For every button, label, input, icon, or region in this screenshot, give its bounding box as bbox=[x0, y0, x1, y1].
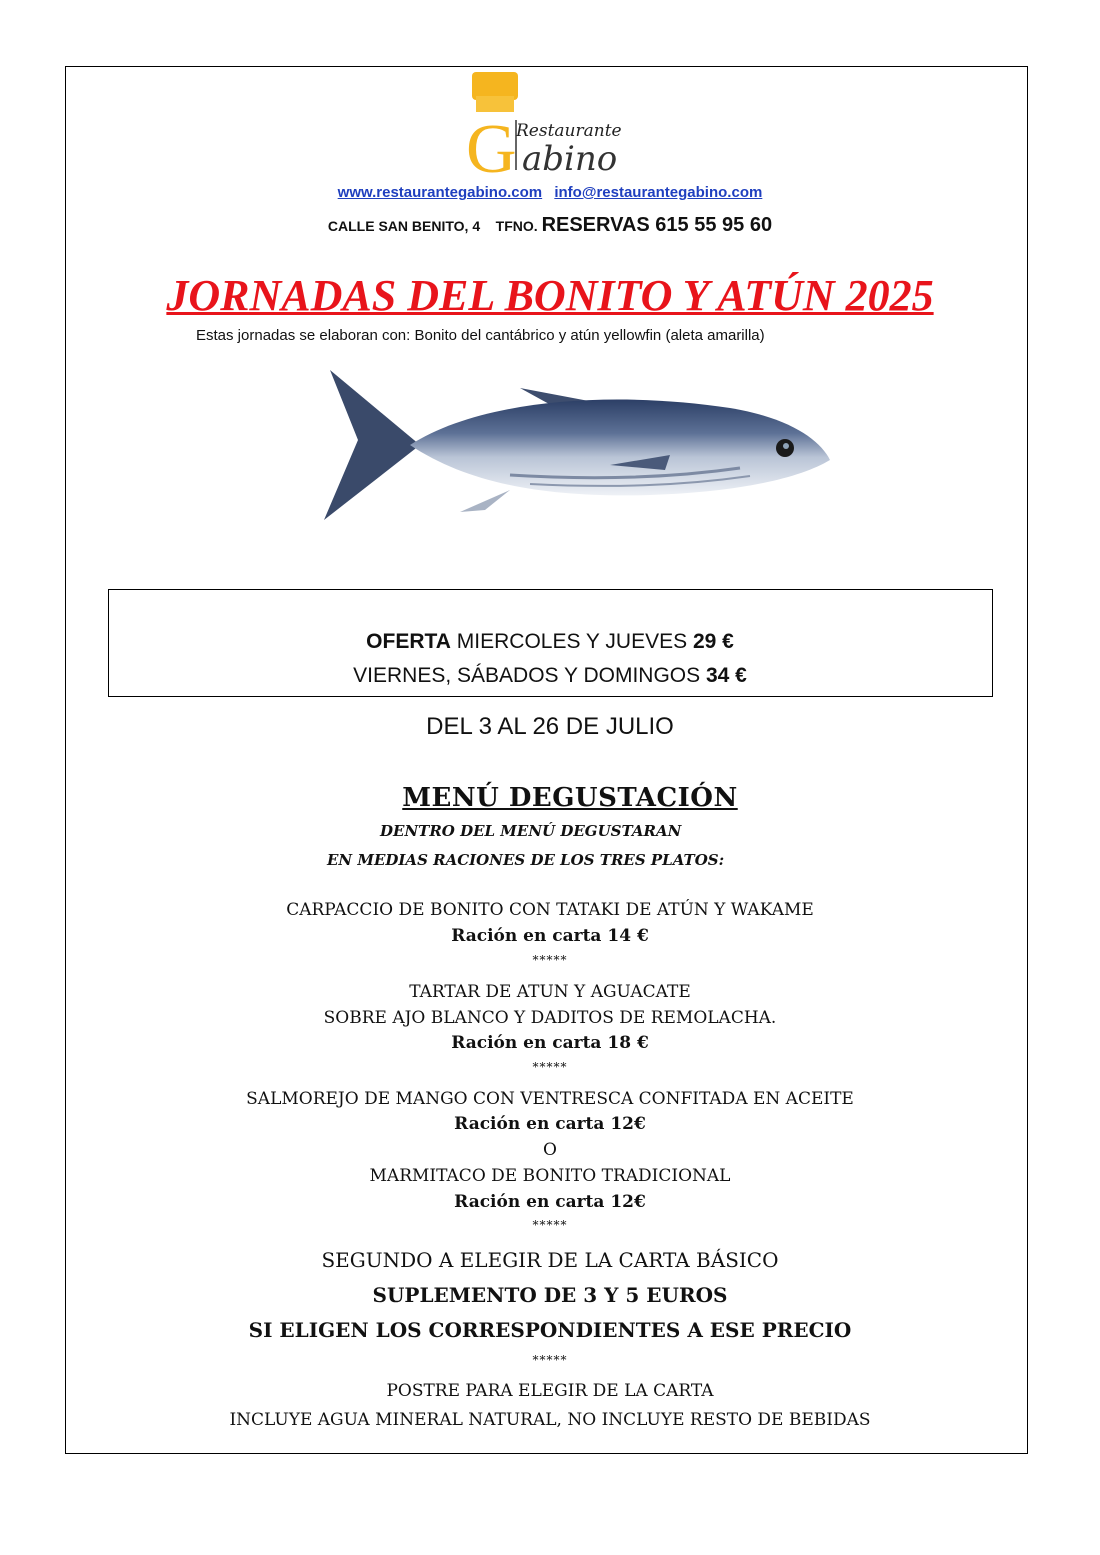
phone-label: TFNO. bbox=[495, 218, 538, 234]
dish-2b: SOBRE AJO BLANCO Y DADITOS DE REMOLACHA. bbox=[323, 1008, 777, 1028]
offer-price-1: 29 € bbox=[692, 630, 734, 653]
price-2: Ración en carta 18 € bbox=[451, 1033, 649, 1053]
separator-1: ***** bbox=[532, 953, 568, 967]
email-link[interactable]: info@restaurantegabino.com bbox=[554, 184, 763, 201]
dish-3: SALMOREJO DE MANGO CON VENTRESCA CONFITADA EN ACEITE bbox=[246, 1089, 854, 1109]
menu-title: MENÚ DEGUSTACIÓN bbox=[402, 783, 738, 813]
logo-letter: G bbox=[466, 111, 517, 180]
phone-reservas: RESERVAS 615 55 95 60 bbox=[541, 214, 773, 236]
offer-line-2 bbox=[0, 664, 1100, 688]
address: CALLE SAN BENITO, 4 bbox=[327, 218, 481, 234]
contact-links bbox=[0, 184, 1100, 201]
offer-days-2: VIERNES, SÁBADOS Y DOMINGOS bbox=[353, 664, 706, 687]
price-3: Ración en carta 12€ bbox=[454, 1114, 646, 1134]
offer-price-2: 34 € bbox=[705, 664, 747, 687]
logo-top-text: Restaurante bbox=[516, 121, 622, 141]
supplement-2: SI ELIGEN LOS CORRESPONDIENTES A ESE PRECIO bbox=[248, 1318, 852, 1342]
price-4: Ración en carta 12€ bbox=[454, 1192, 646, 1212]
supplement-1: SUPLEMENTO DE 3 Y 5 EUROS bbox=[372, 1283, 728, 1307]
page-title: JORNADAS DEL BONITO Y ATÚN 2025 bbox=[166, 271, 934, 320]
offer-label: OFERTA bbox=[366, 630, 451, 653]
second-course: SEGUNDO A ELEGIR DE LA CARTA BÁSICO bbox=[321, 1248, 779, 1272]
separator-3: ***** bbox=[532, 1218, 568, 1232]
drinks-note: INCLUYE AGUA MINERAL NATURAL, NO INCLUYE RESTO DE BEBIDAS bbox=[229, 1410, 871, 1430]
dessert: POSTRE PARA ELEGIR DE LA CARTA bbox=[386, 1381, 714, 1401]
separator-4: ***** bbox=[532, 1353, 568, 1367]
dish-2a: TARTAR DE ATUN Y AGUACATE bbox=[409, 982, 691, 1002]
dates: DEL 3 AL 26 DE JULIO bbox=[426, 713, 674, 740]
menu-subtitle-2: EN MEDIAS RACIONES DE LOS TRES PLATOS: bbox=[327, 851, 725, 869]
bonito-fish-image bbox=[310, 360, 840, 530]
dish-1: CARPACCIO DE BONITO CON TATAKI DE ATÚN Y WAKAME bbox=[286, 900, 814, 920]
dish-4: MARMITACO DE BONITO TRADICIONAL bbox=[369, 1166, 731, 1186]
website-link[interactable]: www.restaurantegabino.com bbox=[337, 184, 543, 201]
logo-main-text: abino bbox=[522, 139, 618, 179]
restaurant-logo bbox=[462, 70, 642, 180]
separator-2: ***** bbox=[532, 1060, 568, 1074]
address-line bbox=[0, 214, 1100, 237]
offer-days-1: MIERCOLES Y JUEVES bbox=[450, 630, 693, 653]
menu-subtitle-1: DENTRO DEL MENÚ DEGUSTARAN bbox=[380, 822, 682, 840]
or-separator: O bbox=[543, 1140, 557, 1160]
price-1: Ración en carta 14 € bbox=[451, 926, 649, 946]
offer-line-1 bbox=[0, 630, 1100, 654]
subtitle: Estas jornadas se elaboran con: Bonito del cantábrico y atún yellowfin (aleta amarilla) bbox=[196, 327, 765, 344]
